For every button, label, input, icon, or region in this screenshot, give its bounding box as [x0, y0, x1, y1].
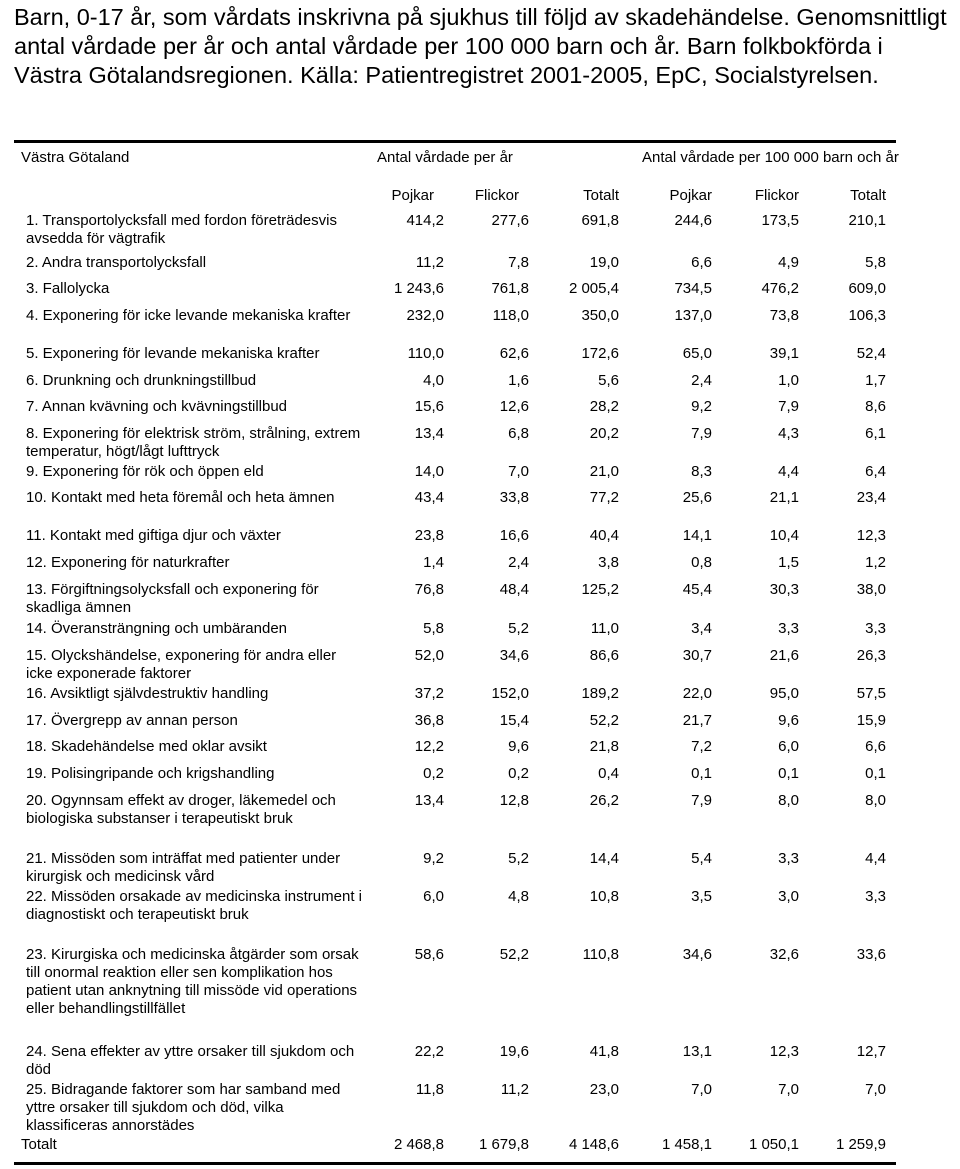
row-value: 0,1 — [691, 765, 712, 782]
row-value: 125,2 — [581, 581, 619, 598]
row-value: 12,6 — [499, 398, 529, 415]
row-value: 4,9 — [778, 254, 799, 271]
row-label: 1. Transportolycksfall med fordon företrädesvis avsedda för vägtrafik — [26, 212, 337, 247]
row-value: 4,8 — [508, 888, 529, 905]
row-label: 14. Överansträngning och umbäranden — [26, 620, 288, 637]
row-value: 3,3 — [778, 850, 799, 867]
row-value: 16,6 — [499, 527, 529, 544]
row-value: 0,4 — [598, 765, 619, 782]
row-value: 7,8 — [508, 254, 529, 271]
row-value: 28,2 — [589, 398, 619, 415]
row-value: 0,1 — [865, 765, 886, 782]
total-label: Totalt — [21, 1136, 57, 1153]
row-label: 18. Skadehändelse med oklar avsikt — [26, 738, 267, 755]
row-value: 39,1 — [769, 345, 799, 362]
row-value: 52,2 — [589, 712, 619, 729]
row-value: 52,2 — [499, 946, 529, 963]
row-value: 4,4 — [865, 850, 886, 867]
row-value: 8,0 — [778, 792, 799, 809]
row-value: 3,5 — [691, 888, 712, 905]
total-value: 1 050,1 — [748, 1136, 799, 1153]
row-label: 19. Polisingripande och krigshandling — [26, 765, 275, 782]
total-value: 2 468,8 — [393, 1136, 444, 1153]
row-value: 23,4 — [856, 489, 886, 506]
row-value: 350,0 — [581, 307, 619, 324]
row-value: 52,0 — [414, 647, 444, 664]
row-value: 7,9 — [691, 425, 712, 442]
row-value: 4,4 — [778, 463, 799, 480]
row-value: 2 005,4 — [568, 280, 619, 297]
row-value: 3,8 — [598, 554, 619, 571]
row-value: 5,2 — [508, 850, 529, 867]
row-value: 21,6 — [769, 647, 799, 664]
row-value: 14,1 — [682, 527, 712, 544]
row-value: 7,0 — [691, 1081, 712, 1098]
row-value: 30,3 — [769, 581, 799, 598]
row-value: 0,8 — [691, 554, 712, 571]
row-value: 6,6 — [865, 738, 886, 755]
row-value: 19,6 — [499, 1043, 529, 1060]
row-value: 11,0 — [590, 620, 619, 637]
row-value: 110,8 — [582, 946, 619, 963]
row-value: 4,3 — [778, 425, 799, 442]
row-value: 0,1 — [778, 765, 799, 782]
row-value: 1,6 — [508, 372, 529, 389]
row-value: 6,8 — [508, 425, 529, 442]
row-value: 32,6 — [769, 946, 799, 963]
row-value: 95,0 — [769, 685, 799, 702]
row-value: 22,2 — [414, 1043, 444, 1060]
column-header-pojkar-1: Pojkar — [391, 187, 434, 204]
row-label: 17. Övergrepp av annan person — [26, 712, 238, 729]
row-value: 12,3 — [769, 1043, 799, 1060]
row-value: 7,0 — [865, 1081, 886, 1098]
row-value: 9,6 — [508, 738, 529, 755]
row-value: 6,0 — [423, 888, 444, 905]
total-value: 1 679,8 — [478, 1136, 529, 1153]
row-value: 8,3 — [691, 463, 712, 480]
table-bottom-rule — [14, 1162, 896, 1165]
row-value: 734,5 — [674, 280, 712, 297]
row-label: 23. Kirurgiska och medicinska åtgärder som orsak till onormal reaktion eller sen komplikation hos patient utan anknytning till missöde vid operations eller behandlingstillfället — [26, 946, 359, 1017]
row-label: 2. Andra transportolycksfall — [26, 254, 207, 271]
row-value: 3,0 — [778, 888, 799, 905]
row-value: 43,4 — [414, 489, 444, 506]
row-value: 13,1 — [682, 1043, 712, 1060]
row-value: 7,2 — [691, 738, 712, 755]
row-value: 1,5 — [778, 554, 799, 571]
row-value: 21,0 — [589, 463, 619, 480]
region-header: Västra Götaland — [21, 149, 130, 166]
row-value: 13,4 — [414, 425, 444, 442]
row-value: 414,2 — [406, 212, 444, 229]
row-value: 21,7 — [682, 712, 712, 729]
row-value: 58,6 — [414, 946, 444, 963]
row-value: 77,2 — [589, 489, 619, 506]
row-value: 1,7 — [865, 372, 886, 389]
row-value: 5,4 — [691, 850, 712, 867]
row-value: 1,2 — [865, 554, 886, 571]
group-header-per-year: Antal vårdade per år — [377, 149, 513, 166]
row-value: 232,0 — [406, 307, 444, 324]
row-value: 57,5 — [856, 685, 886, 702]
row-value: 30,7 — [682, 647, 712, 664]
row-value: 210,1 — [848, 212, 886, 229]
row-value: 86,6 — [589, 647, 619, 664]
row-value: 244,6 — [674, 212, 712, 229]
row-label: 21. Missöden som inträffat med patienter under kirurgisk och medicinsk vård — [26, 850, 341, 885]
row-value: 21,1 — [769, 489, 799, 506]
row-value: 0,2 — [508, 765, 529, 782]
row-value: 3,3 — [778, 620, 799, 637]
row-label: 22. Missöden orsakade av medicinska instrument i diagnostiskt och terapeutiskt bruk — [26, 888, 362, 923]
row-value: 7,0 — [778, 1081, 799, 1098]
row-value: 34,6 — [499, 647, 529, 664]
row-value: 23,8 — [414, 527, 444, 544]
row-value: 15,6 — [414, 398, 444, 415]
row-label: 15. Olyckshändelse, exponering för andra eller icke exponerade faktorer — [26, 647, 337, 682]
row-value: 172,6 — [581, 345, 619, 362]
column-header-flickor-2: Flickor — [754, 187, 799, 204]
row-value: 6,1 — [865, 425, 886, 442]
row-value: 26,2 — [589, 792, 619, 809]
row-value: 9,2 — [691, 398, 712, 415]
row-value: 6,4 — [865, 463, 886, 480]
row-value: 2,4 — [691, 372, 712, 389]
row-value: 277,6 — [491, 212, 529, 229]
row-value: 36,8 — [414, 712, 444, 729]
row-value: 13,4 — [414, 792, 444, 809]
row-label: 5. Exponering för levande mekaniska krafter — [26, 345, 320, 362]
row-value: 3,3 — [865, 620, 886, 637]
column-header-totalt-1: Totalt — [583, 187, 619, 204]
row-value: 137,0 — [674, 307, 712, 324]
row-value: 6,0 — [778, 738, 799, 755]
row-value: 40,4 — [589, 527, 619, 544]
row-value: 12,7 — [856, 1043, 886, 1060]
column-header-flickor-1: Flickor — [474, 187, 519, 204]
row-value: 19,0 — [589, 254, 619, 271]
row-value: 73,8 — [769, 307, 799, 324]
row-label: 6. Drunkning och drunkningstillbud — [26, 372, 257, 389]
row-value: 189,2 — [581, 685, 619, 702]
row-value: 48,4 — [499, 581, 529, 598]
row-value: 33,8 — [499, 489, 529, 506]
row-value: 1,0 — [778, 372, 799, 389]
row-label: 20. Ogynnsam effekt av droger, läkemedel och biologiska substanser i terapeutiskt bruk — [26, 792, 336, 827]
row-value: 41,8 — [589, 1043, 619, 1060]
column-header-pojkar-2: Pojkar — [669, 187, 712, 204]
row-value: 62,6 — [499, 345, 529, 362]
total-value: 4 148,6 — [568, 1136, 619, 1153]
row-value: 173,5 — [761, 212, 799, 229]
row-value: 2,4 — [508, 554, 529, 571]
total-value: 1 458,1 — [661, 1136, 712, 1153]
row-value: 52,4 — [856, 345, 886, 362]
row-label: 9. Exponering för rök och öppen eld — [26, 463, 264, 480]
row-value: 118,0 — [492, 307, 529, 324]
row-value: 34,6 — [682, 946, 712, 963]
row-value: 33,6 — [856, 946, 886, 963]
row-value: 11,2 — [415, 254, 444, 271]
row-value: 3,4 — [691, 620, 712, 637]
row-value: 106,3 — [848, 307, 886, 324]
row-value: 1 243,6 — [393, 280, 444, 297]
row-value: 38,0 — [856, 581, 886, 598]
group-header-per-100000: Antal vårdade per 100 000 barn och år — [642, 149, 899, 166]
row-value: 3,3 — [865, 888, 886, 905]
row-label: 8. Exponering för elektrisk ström, strålning, extrem temperatur, högt/lågt lufttryck — [26, 425, 361, 460]
row-value: 9,2 — [423, 850, 444, 867]
row-value: 609,0 — [848, 280, 886, 297]
row-value: 691,8 — [581, 212, 619, 229]
row-value: 152,0 — [491, 685, 529, 702]
row-value: 761,8 — [491, 280, 529, 297]
row-value: 7,0 — [508, 463, 529, 480]
row-label: 25. Bidragande faktorer som har samband med yttre orsaker till sjukdom och död, vilka klassificeras annorstädes — [26, 1081, 341, 1134]
row-value: 5,8 — [865, 254, 886, 271]
row-value: 9,6 — [778, 712, 799, 729]
total-value: 1 259,9 — [835, 1136, 886, 1153]
row-label: 3. Fallolycka — [26, 280, 110, 297]
row-value: 25,6 — [682, 489, 712, 506]
row-value: 20,2 — [589, 425, 619, 442]
row-value: 6,6 — [691, 254, 712, 271]
row-value: 110,0 — [407, 345, 444, 362]
row-value: 11,8 — [415, 1081, 444, 1098]
row-label: 10. Kontakt med heta föremål och heta ämnen — [26, 489, 335, 506]
row-label: 7. Annan kvävning och kvävningstillbud — [26, 398, 288, 415]
row-value: 476,2 — [761, 280, 799, 297]
row-value: 21,8 — [589, 738, 619, 755]
row-value: 4,0 — [423, 372, 444, 389]
row-value: 15,4 — [499, 712, 529, 729]
table-top-rule — [14, 140, 896, 143]
row-value: 23,0 — [589, 1081, 619, 1098]
row-value: 5,2 — [508, 620, 529, 637]
row-value: 37,2 — [414, 685, 444, 702]
row-value: 45,4 — [682, 581, 712, 598]
row-value: 5,6 — [598, 372, 619, 389]
row-value: 65,0 — [682, 345, 712, 362]
row-value: 26,3 — [856, 647, 886, 664]
row-value: 14,4 — [589, 850, 619, 867]
row-value: 22,0 — [682, 685, 712, 702]
row-label: 4. Exponering för icke levande mekaniska krafter — [26, 307, 351, 324]
row-label: 12. Exponering för naturkrafter — [26, 554, 230, 571]
row-value: 5,8 — [423, 620, 444, 637]
row-value: 10,4 — [769, 527, 799, 544]
column-header-totalt-2: Totalt — [850, 187, 886, 204]
row-value: 15,9 — [856, 712, 886, 729]
row-value: 76,8 — [414, 581, 444, 598]
row-value: 7,9 — [778, 398, 799, 415]
row-value: 7,9 — [691, 792, 712, 809]
row-value: 12,2 — [414, 738, 444, 755]
row-value: 12,8 — [499, 792, 529, 809]
row-label: 16. Avsiktligt självdestruktiv handling — [26, 685, 269, 702]
row-value: 8,0 — [865, 792, 886, 809]
row-value: 14,0 — [414, 463, 444, 480]
row-value: 10,8 — [589, 888, 619, 905]
row-label: 24. Sena effekter av yttre orsaker till sjukdom och död — [26, 1043, 355, 1078]
row-label: 11. Kontakt med giftiga djur och växter — [26, 527, 281, 544]
row-value: 0,2 — [423, 765, 444, 782]
row-value: 8,6 — [865, 398, 886, 415]
row-label: 13. Förgiftningsolycksfall och exponering för skadliga ämnen — [26, 581, 319, 616]
row-value: 11,2 — [500, 1081, 529, 1098]
page-heading: Barn, 0-17 år, som vårdats inskrivna på sjukhus till följd av skadehändelse. Genomsnittligt antal vårdade per år och antal vårdade per 100 000 barn och år. Barn folkbokförda i Västra Götalandsregionen. Källa: Patientregistret 2001-2005, EpC, Socialstyrelsen. — [14, 4, 947, 88]
row-value: 1,4 — [423, 554, 444, 571]
row-value: 12,3 — [856, 527, 886, 544]
